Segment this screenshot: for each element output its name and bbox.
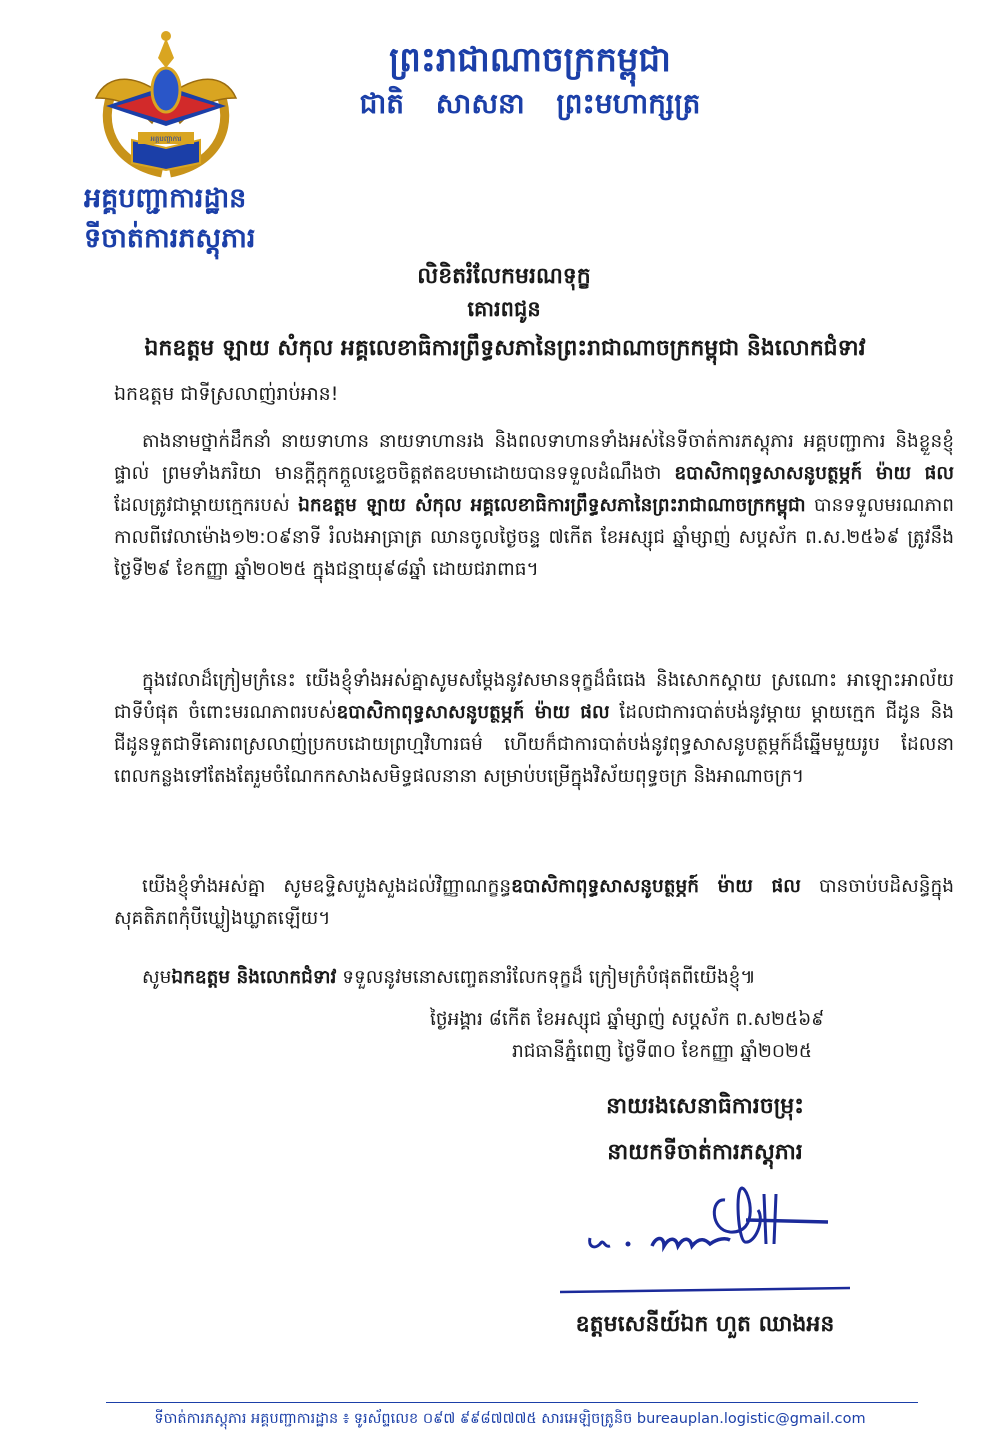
signatory-title-2: នាយកទីចាត់ការភស្តុភារ — [607, 1140, 803, 1165]
department-line-1: អគ្គបញ្ជាការដ្ឋាន — [84, 183, 247, 214]
paragraph-3: យើងខ្ញុំទាំងអស់គ្នា សូមឧទ្ទិសបួងសួងដល់វិញ្ញាណក្ខន្ធឧបាសិកាពុទ្ធសាសនូបត្ថម្ភក៍ ម៉ាយ ផល បានចាប់បដិសន្ធិក្នុងសុគតិភពកុំបីឃ្លៀងឃ្លាតឡើយ។ — [114, 876, 954, 929]
paragraph-2: ក្នុងវេលាដ៏ក្រៀមក្រំនេះ យើងខ្ញុំទាំងអស់គ្នាសូមសម្តែងនូវសមានទុក្ខដ៏ធំធេង និងសោកស្តាយ ស្រណោះ អាឡោះអាល័យជាទីបំផុត ចំពោះមរណភាពរបស់ឧបាសិកាពុទ្ធសាសនូបត្ថម្ភក៍ ម៉ាយ ផល ដែលជាការបាត់បង់នូវម្តាយ ម្តាយក្មេក ជីដូន និងជីដូនទួតជាទីគោរពស្រលាញ់ប្រកបដោយព្រហ្មវិហារធម៌ ហើយក៏ជាការបាត់បង់នូវពុទ្ធសាសនូបត្ថម្ភក៍ដ៏ឆ្នើមមួយរូប ដែលនាពេលកន្លងទៅតែងតែរួមចំណែកកសាងសមិទ្ធផលនានា សម្រាប់បម្រើក្នុងវិស័យពុទ្ធចក្រ និងអាណាចក្រ។ — [114, 670, 954, 787]
signatory-title-1: នាយរងសេនាធិការចម្រុះ — [606, 1094, 804, 1119]
date-lunar: ថ្ងៃអង្គារ ៨កើត ខែអស្សុជ ឆ្នាំម្សាញ់ សប្តស័ក ព.ស២៥៦៩ — [430, 1009, 825, 1030]
deceased-name: ឧបាសិកាពុទ្ធសាសនូបត្ថម្ភក៍ ម៉ាយ ផល — [674, 463, 954, 484]
paragraph-1: តាងនាមថ្នាក់ដឹកនាំ នាយទាហាន នាយទាហានរង និងពលទាហានទាំងអស់នៃទីចាត់ការភស្តុភារ អគ្គបញ្ជាការ និងខ្លួនខ្ញុំផ្ទាល់ ព្រមទាំងភរិយា មានក្តីក្តុកក្តួលខ្ទេចចិត្តឥតឧបមាដោយបានទទួលដំណឹងថា ឧបាសិកាពុទ្ធសាសនូបត្ថម្ភក៍ ម៉ាយ ផល ដែលត្រូវជាម្តាយក្មេករបស់ ឯកឧត្តម ឡាយ សំកុល អគ្គលេខាធិការព្រឹទ្ធសភានៃព្រះរាជាណាចក្រកម្ពុជា បានទទួលមរណភាពកាលពីវេលាម៉ោង១២:០៩នាទី រំលងអាធ្រាត្រ ឈានចូលថ្ងៃចន្ទ ៧កើត ខែអស្សុជ ឆ្នាំម្សាញ់ សប្តស័ក ព.ស.២៥៦៩ ត្រូវនឹងថ្ងៃទី២៩ ខែកញ្ញា ឆ្នាំ២០២៥ ក្នុងជន្មាយុ៩៨ឆ្នាំ ដោយជរាពាធ។ — [114, 431, 954, 580]
greeting: ឯកឧត្តម ជាទីស្រលាញ់រាប់អាន! — [114, 383, 339, 405]
footer-contact: ទីចាត់ការភស្តុភារ អគ្គបញ្ជាការដ្ឋាន ៖ ទូរស័ព្ទលេខ ០៩៧ ៩៩៨៧៧៧៥ សារអេឡិចត្រូនិច bureauplan.logistic@gmail.com — [154, 1411, 866, 1427]
date-solar: រាជធានីភ្នំពេញ ថ្ងៃទី៣០ ខែកញ្ញា ឆ្នាំ២០២៥ — [512, 1041, 813, 1062]
national-motto: ជាតិ សាសនា ព្រះមហាក្សត្រ — [359, 87, 701, 120]
respectfully-to: គោរពជូន — [467, 297, 541, 321]
kingdom-title: ព្រះរាជាណាចក្រកម្ពុជា — [389, 40, 671, 80]
footer-divider — [106, 1402, 918, 1403]
signatory-name: ឧត្តមសេនីយ៍ឯក ហួត ឈាងអន — [575, 1312, 835, 1337]
handwritten-signature — [560, 1180, 860, 1300]
paragraph-4: សូមឯកឧត្តម និងលោកជំទាវ ទទួលនូវមនោសញ្ចេតនារំលែកទុក្ខដ៏ ក្រៀមក្រំបំផុតពីយើងខ្ញុំ៕ — [142, 967, 756, 988]
army-emblem-logo — [92, 28, 240, 178]
recipient-name: ឯកឧត្តម ឡាយ សំកុល អគ្គលេខាធិការព្រឹទ្ធសភានៃព្រះរាជាណាចក្រកម្ពុជា — [298, 495, 806, 516]
emblem-ribbon-text: អគ្គបញ្ជាការ — [150, 135, 182, 143]
recipient-line: ឯកឧត្តម ឡាយ សំកុល អគ្គលេខាធិការព្រឹទ្ធសភានៃព្រះរាជាណាចក្រកម្ពុជា និងលោកជំទាវ — [144, 336, 866, 361]
letter-title: លិខិតរំលែកមរណទុក្ខ — [417, 264, 591, 289]
department-line-2: ទីចាត់ការភស្តុភារ — [84, 223, 256, 254]
